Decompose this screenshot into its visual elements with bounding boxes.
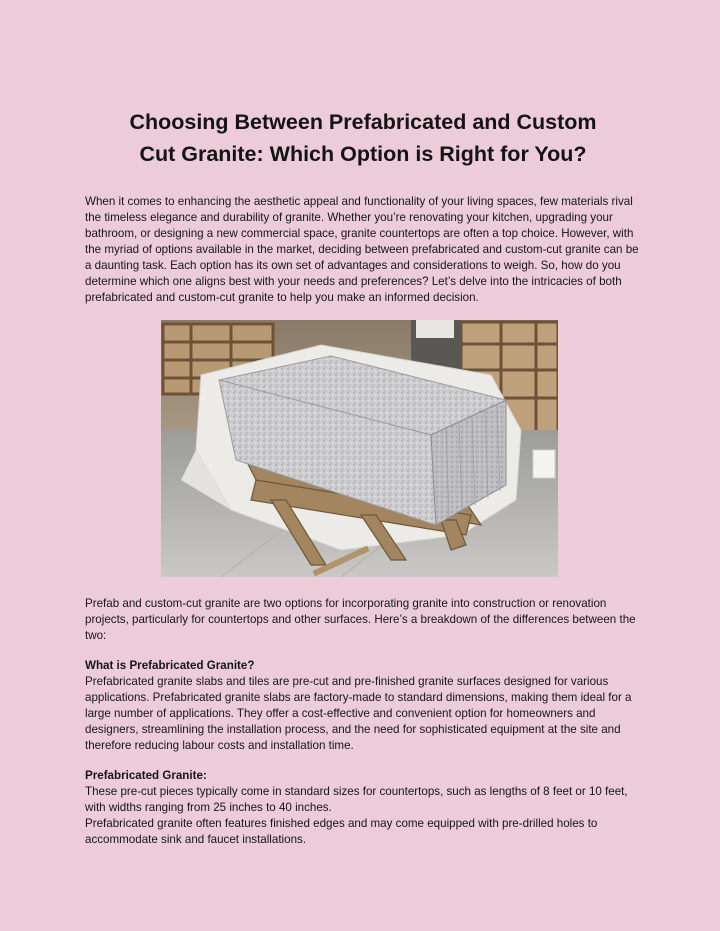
section-body-prefab: Prefabricated granite slabs and tiles are pre-cut and pre-finished granite surfaces designed for various applications. Prefabricated granite slabs are factory-made to standard dimensions, making them ideal for a large number of applications. They offer a cost-effective and convenient option for homeowners and designers, streamlining the installation process, and the need for sophisticated equipment at the site and therefore reducing labour costs and installation time. [85, 675, 632, 752]
section-heading-prefab: What is Prefabricated Granite? [85, 659, 255, 672]
section-body-edges: Prefabricated granite often features finished edges and may come equipped with pre-drilled holes to accommodate sink and faucet installations. [85, 817, 598, 846]
page-title [85, 106, 641, 170]
granite-slab-illustration [161, 320, 558, 577]
overview-paragraph: Prefab and custom-cut granite are two options for incorporating granite into construction or renovation projects, particularly for countertops and other surfaces. Here’s a breakdown of the differences between the two: [85, 597, 636, 642]
section-body-sizes: These pre-cut pieces typically come in standard sizes for countertops, such as lengths of 8 feet or 10 feet, with widths ranging from 25 inches to 40 inches. [85, 785, 628, 814]
granite-slab-photo [161, 320, 558, 577]
section-heading-prefab-granite: Prefabricated Granite: [85, 769, 207, 782]
intro-paragraph: When it comes to enhancing the aesthetic appeal and functionality of your living spaces, few materials rival the timeless elegance and durability of granite. Whether you’re renovating your kitchen, upgrading your bathroom, or designing a new commercial space, granite countertops are often a top choice. However, with the myriad of options available in the market, deciding between prefabricated and custom-cut granite can be a daunting task. Each option has its own set of advantages and considerations to weigh. So, how do you determine which one aligns best with your needs and preferences? Let’s delve into the intricacies of both prefabricated and custom-cut granite to help you make an informed decision. [85, 195, 639, 304]
title-line-2: Cut Granite: Which Option is Right for You? [139, 142, 587, 166]
title-line-1: Choosing Between Prefabricated and Custom [129, 110, 597, 134]
